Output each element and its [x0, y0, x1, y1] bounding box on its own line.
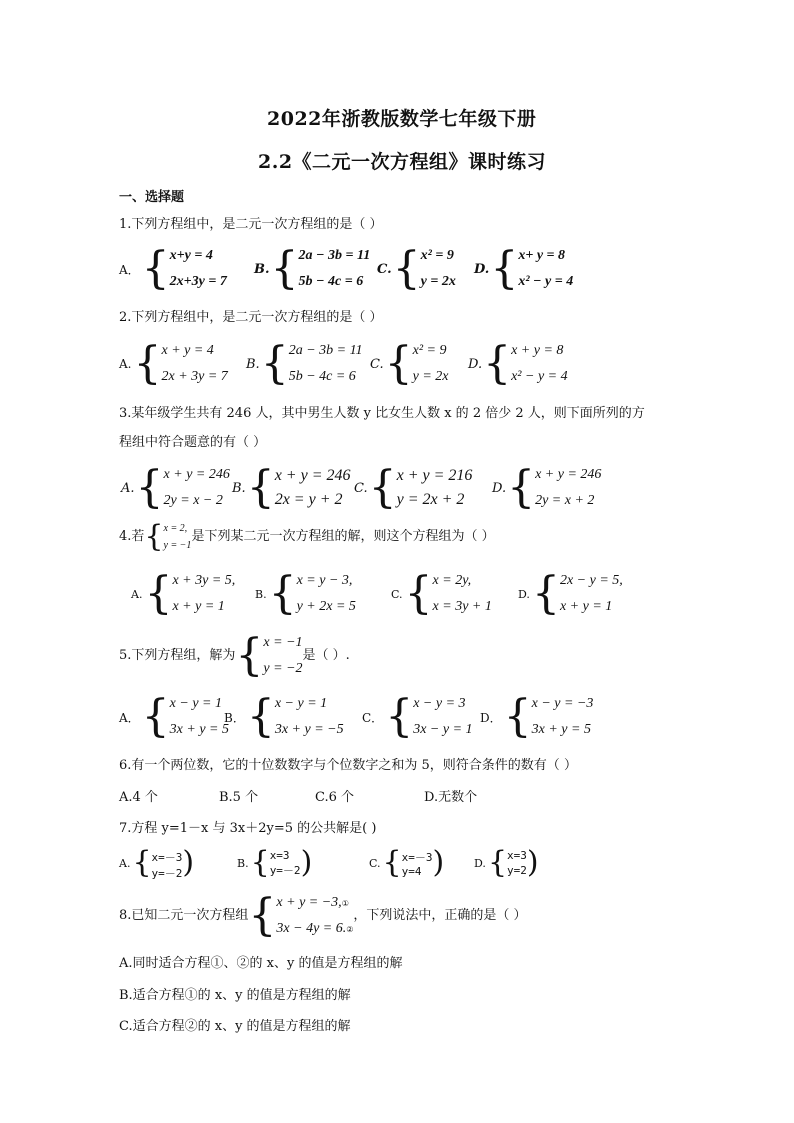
- equation: x + y = 246: [274, 467, 351, 484]
- equation: 3x + y = 5: [531, 722, 591, 737]
- equation: x² = 9: [412, 343, 447, 358]
- equation: 5b − 4c = 6: [298, 274, 364, 289]
- q6-option-c[interactable]: C.6 个: [315, 790, 355, 805]
- option-label: D.: [492, 480, 507, 496]
- question-5-stem: 5.下列方程组，解为 { x = −1 y = −2 是（ ）.: [119, 630, 350, 681]
- equation: x − y = 1: [169, 696, 222, 711]
- q1-option-c[interactable]: C. { x² = 9 y = 2x: [377, 243, 456, 294]
- equation: 2a − 3b = 11: [288, 343, 363, 358]
- solution-value: y = −1: [163, 540, 192, 551]
- page-title: 2022年浙教版数学七年级下册: [267, 108, 537, 130]
- equation: x=3: [269, 849, 290, 862]
- question-8-stem: 8.已知二元一次方程组 { x + y = −3,① 3x − 4y = 6.② ，下列说法中，正确的是（ ）: [119, 890, 527, 941]
- q1-option-b[interactable]: B. { 2a − 3b = 11 5b − 4c = 6: [254, 243, 371, 294]
- q7-option-a[interactable]: A. { x=－3 y=－2 ): [119, 845, 195, 880]
- option-label: A．: [119, 710, 140, 725]
- section-heading: 一、选择题: [119, 190, 185, 205]
- page-subtitle: 2.2《二元一次方程组》课时练习: [258, 151, 547, 173]
- q1-option-a[interactable]: A． { x+y = 4 2x+3y = 7: [119, 243, 227, 294]
- q4-option-d[interactable]: D. { 2x − y = 5, x + y = 1: [518, 568, 623, 619]
- option-label: A.: [121, 480, 135, 496]
- q3-option-b[interactable]: B. { x + y = 246 2x = y + 2: [232, 462, 351, 513]
- equation: y = 2x: [412, 369, 449, 384]
- stem-text: ，下列说法中，正确的是（ ）: [353, 908, 527, 923]
- q1-option-d[interactable]: D. { x+ y = 8 x² − y = 4: [474, 243, 574, 294]
- q8-option-c[interactable]: C.适合方程②的 x、y 的值是方程组的解: [119, 1019, 351, 1034]
- option-label: A．: [119, 262, 140, 277]
- equation: x = y − 3,: [296, 573, 353, 588]
- equation: x + y = 246: [535, 467, 602, 482]
- equation: 2x + 3y = 7: [161, 369, 228, 384]
- q8-option-b[interactable]: B.适合方程①的 x、y 的值是方程组的解: [119, 988, 351, 1003]
- q3-option-c[interactable]: C. { x + y = 216 y = 2x + 2: [354, 462, 473, 513]
- q7-option-c[interactable]: C. { x=－3 y=4 ): [369, 845, 445, 880]
- circled-number-2: ②: [346, 925, 354, 934]
- solution-value: x = 2,: [163, 523, 188, 534]
- equation: x − y = 3: [413, 696, 466, 711]
- equation: x+y = 4: [169, 248, 213, 263]
- equation: 2y = x + 2: [535, 493, 595, 508]
- option-label: C.: [354, 480, 368, 496]
- q5-option-a[interactable]: A． { x − y = 1 3x + y = 5: [119, 691, 229, 742]
- equation: x+ y = 8: [518, 248, 566, 263]
- equation: x = 2y,: [432, 573, 472, 588]
- question-7-stem: 7.方程 y=1－x 与 3x＋2y=5 的公共解是( ): [119, 821, 377, 836]
- equation: x + y = 8: [511, 343, 564, 358]
- q5-option-d[interactable]: D． { x − y = −3 3x + y = 5: [480, 691, 594, 742]
- equation: x − y = −3: [531, 696, 594, 711]
- equation: x + y = 1: [172, 599, 225, 614]
- option-label: D.: [474, 856, 486, 870]
- equation: x² − y = 4: [518, 274, 574, 289]
- q2-option-c[interactable]: C. { x² = 9 y = 2x: [370, 338, 449, 389]
- equation: x + 3y = 5,: [172, 573, 236, 588]
- q3-option-d[interactable]: D. { x + y = 246 2y = x + 2: [492, 462, 602, 513]
- stem-text: 是（ ）.: [302, 648, 350, 663]
- question-4-stem: 4.若 { x = 2, y = −1 是下列某二元一次方程组的解，则这个方程组为（ ）: [119, 519, 495, 554]
- question-3-stem-continued: 程组中符合题意的有（ ）: [119, 435, 267, 450]
- equation-1: x + y = −3,①: [276, 895, 349, 910]
- circled-number-1: ①: [341, 899, 349, 908]
- equation: y = 2x + 2: [396, 491, 465, 508]
- equation: x=－3: [151, 851, 183, 864]
- option-label: D.: [518, 587, 530, 601]
- equation: 3x + y = −5: [274, 722, 344, 737]
- option-label: C.: [370, 356, 384, 372]
- option-label: A.: [119, 357, 132, 371]
- q8-option-a[interactable]: A.同时适合方程①、②的 x、y 的值是方程组的解: [119, 956, 403, 971]
- option-label: D.: [474, 261, 490, 277]
- option-label: C.: [391, 587, 403, 601]
- option-label: B.: [255, 587, 267, 601]
- q5-option-c[interactable]: C． { x − y = 3 3x − y = 1: [362, 691, 473, 742]
- equation-2: 3x − 4y = 6.②: [276, 921, 354, 936]
- option-label: D.: [468, 356, 483, 372]
- option-label: C.: [369, 856, 381, 870]
- option-label: A.: [131, 587, 143, 601]
- q2-option-d[interactable]: D. { x + y = 8 x² − y = 4: [468, 338, 568, 389]
- equation: 2x = y + 2: [274, 491, 343, 508]
- q7-option-d[interactable]: D. { x=3 y=2 ): [474, 845, 539, 880]
- equation: x² − y = 4: [511, 369, 568, 384]
- equation: x² = 9: [420, 248, 454, 263]
- equation: x − y = 1: [274, 696, 328, 711]
- equation: x + y = 216: [396, 467, 473, 484]
- option-label: B．: [224, 710, 245, 725]
- solution-value: y = −2: [263, 661, 303, 676]
- equation: 3x + y = 5: [169, 722, 229, 737]
- option-label: B.: [254, 261, 270, 277]
- equation: 3x − y = 1: [413, 722, 473, 737]
- option-label: C．: [362, 710, 384, 725]
- q4-option-b[interactable]: B. { x = y − 3, y + 2x = 5: [255, 568, 356, 619]
- q7-option-b[interactable]: B. { x=3 y=－2 ): [237, 845, 313, 880]
- stem-text: 5.下列方程组，解为: [119, 648, 236, 663]
- q4-option-a[interactable]: A. { x + 3y = 5, x + y = 1: [131, 568, 236, 619]
- q6-option-d[interactable]: D.无数个: [424, 790, 478, 805]
- stem-text: 4.若: [119, 529, 145, 544]
- q4-option-c[interactable]: C. { x = 2y, x = 3y + 1: [391, 568, 492, 619]
- equation: y=－2: [269, 864, 301, 877]
- option-label: A.: [119, 856, 131, 870]
- option-label: D．: [480, 710, 502, 725]
- q2-option-a[interactable]: A. { x + y = 4 2x + 3y = 7: [119, 338, 228, 389]
- question-2-stem: 2.下列方程组中，是二元一次方程组的是（ ）: [119, 310, 383, 325]
- equation: x + y = 4: [161, 343, 214, 358]
- option-label: C.: [377, 261, 392, 277]
- q2-option-b[interactable]: B. { 2a − 3b = 11 5b − 4c = 6: [246, 338, 363, 389]
- question-6-stem: 6.有一个两位数，它的十位数数字与个位数字之和为 5，则符合条件的数有（ ）: [119, 758, 577, 773]
- equation: x = 3y + 1: [432, 599, 492, 614]
- q3-option-a[interactable]: A. { x + y = 246 2y = x − 2: [121, 462, 230, 513]
- equation: 5b − 4c = 6: [288, 369, 356, 384]
- equation: x + y = 246: [163, 467, 230, 482]
- option-label: B.: [237, 856, 249, 870]
- option-label: B.: [246, 356, 260, 372]
- equation: x + y = 1: [559, 599, 613, 614]
- equation: 2a − 3b = 11: [298, 248, 371, 263]
- equation: 2x+3y = 7: [169, 274, 227, 289]
- equation: 2y = x − 2: [163, 493, 223, 508]
- equation: x=3: [507, 849, 527, 862]
- equation: x=－3: [401, 851, 433, 864]
- question-3-stem: 3.某年级学生共有 246 人，其中男生人数 y 比女生人数 x 的 2 倍少 2 人，则下面所列的方: [119, 406, 645, 421]
- equation: y=－2: [151, 867, 183, 880]
- stem-text: 是下列某二元一次方程组的解，则这个方程组为（ ）: [191, 529, 495, 544]
- equation: y = 2x: [420, 274, 456, 289]
- equation: 2x − y = 5,: [559, 573, 623, 588]
- q6-option-b[interactable]: B.5 个: [219, 790, 259, 805]
- question-1-stem: 1.下列方程组中，是二元一次方程组的是（ ）: [119, 217, 383, 232]
- equation: y=2: [507, 864, 527, 877]
- q6-option-a[interactable]: A.4 个: [119, 790, 158, 805]
- q5-option-b[interactable]: B． { x − y = 1 3x + y = −5: [224, 691, 344, 742]
- solution-value: x = −1: [263, 635, 303, 650]
- stem-text: 8.已知二元一次方程组: [119, 908, 249, 923]
- equation: y=4: [401, 865, 422, 878]
- option-label: B.: [232, 480, 246, 496]
- equation: y + 2x = 5: [296, 599, 356, 614]
